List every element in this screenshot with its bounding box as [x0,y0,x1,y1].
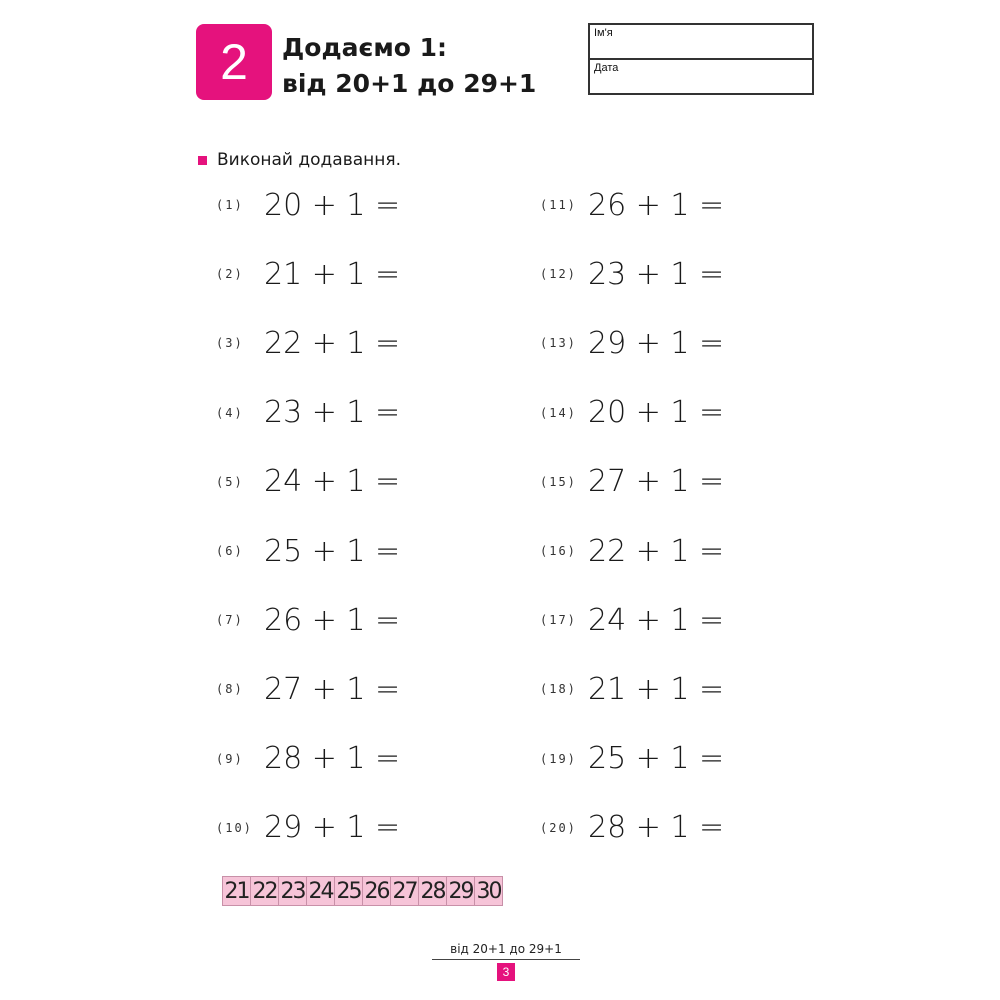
number-strip [222,876,503,906]
number-strip-cell: 26 [363,877,391,905]
problem-number: (1) [216,198,244,212]
problem-number: (3) [216,336,244,351]
problem-number: (6) [216,544,244,558]
lesson-number: 2 [220,34,248,90]
problem-expression: 21 + 1 = [588,671,725,707]
problem-row [216,667,400,711]
problem-expression: 20 + 1 = [588,395,725,431]
lesson-number-badge [196,24,272,100]
number-strip-cell: 22 [251,877,279,905]
number-strip-cell: 29 [447,877,475,905]
problem-row [540,391,724,435]
problem-number: (10) [216,820,253,835]
page-number: 3 [497,963,515,981]
date-label: Дата [594,62,619,74]
problem-row [540,252,724,296]
problem-expression: 27 + 1 = [264,671,401,707]
problem-number: (7) [216,613,244,628]
problem-expression: 23 + 1 = [264,395,401,431]
problem-row [216,321,400,365]
problem-expression: 22 + 1 = [588,533,725,569]
date-field[interactable] [590,60,812,95]
problem-expression: 29 + 1 = [588,325,725,361]
number-strip-cell: 28 [419,877,447,905]
problem-number: (13) [540,336,577,351]
problem-row [216,806,400,850]
problem-expression: 20 + 1 = [264,187,401,223]
problem-number: (2) [216,267,244,282]
problem-row [216,252,400,296]
problem-number: (14) [540,405,577,420]
problem-number: (16) [540,544,577,558]
page-title [282,30,536,102]
title-line-1: Додаємо 1: [282,33,448,62]
name-date-box [588,23,814,95]
problem-number: (20) [540,820,577,835]
problem-expression: 25 + 1 = [264,533,401,569]
footer-text: від 20+1 до 29+1 [450,942,562,956]
problem-number: (5) [216,474,244,489]
instruction-text: Виконай додавання. [217,150,401,170]
name-label: Ім'я [594,27,613,39]
title-line-2: від 20+1 до 29+1 [282,69,537,98]
problem-number: (4) [216,405,244,420]
problem-number: (8) [216,682,244,697]
footer-divider [432,959,580,960]
problem-number: (11) [540,198,577,212]
number-strip-cell: 27 [391,877,419,905]
problem-row [216,391,400,435]
problem-expression: 28 + 1 = [588,810,725,846]
problem-expression: 21 + 1 = [264,256,401,292]
problem-row [540,667,724,711]
problem-number: (18) [540,682,577,697]
problem-row [540,529,724,573]
instruction [198,150,401,170]
problem-expression: 24 + 1 = [264,464,401,500]
problem-expression: 26 + 1 = [264,602,401,638]
problem-row [216,737,400,781]
problem-row [216,598,400,642]
number-strip-cell: 25 [335,877,363,905]
problem-number: (9) [216,751,244,766]
problem-number: (17) [540,613,577,628]
problem-expression: 25 + 1 = [588,741,725,777]
problem-number: (19) [540,751,577,766]
problem-expression: 23 + 1 = [588,256,725,292]
problem-number: (15) [540,474,577,489]
number-strip-cell: 30 [476,878,501,904]
problem-number: (12) [540,267,577,282]
problem-row [540,321,724,365]
problem-row [540,460,724,504]
problem-row [540,737,724,781]
problem-expression: 27 + 1 = [588,464,725,500]
problem-row [540,183,724,227]
problem-expression: 29 + 1 = [264,810,401,846]
bullet-square-icon [198,156,207,165]
problem-expression: 28 + 1 = [264,741,401,777]
problem-row [540,598,724,642]
problem-row [216,529,400,573]
number-strip-cell: 21 [223,877,251,905]
problem-expression: 26 + 1 = [588,187,725,223]
problem-row [540,806,724,850]
number-strip-cell: 23 [279,877,307,905]
problem-row [216,183,400,227]
problem-expression: 22 + 1 = [264,325,401,361]
problem-expression: 24 + 1 = [588,602,725,638]
name-field[interactable] [590,25,812,60]
problem-row [216,460,400,504]
number-strip-cell: 24 [307,877,335,905]
